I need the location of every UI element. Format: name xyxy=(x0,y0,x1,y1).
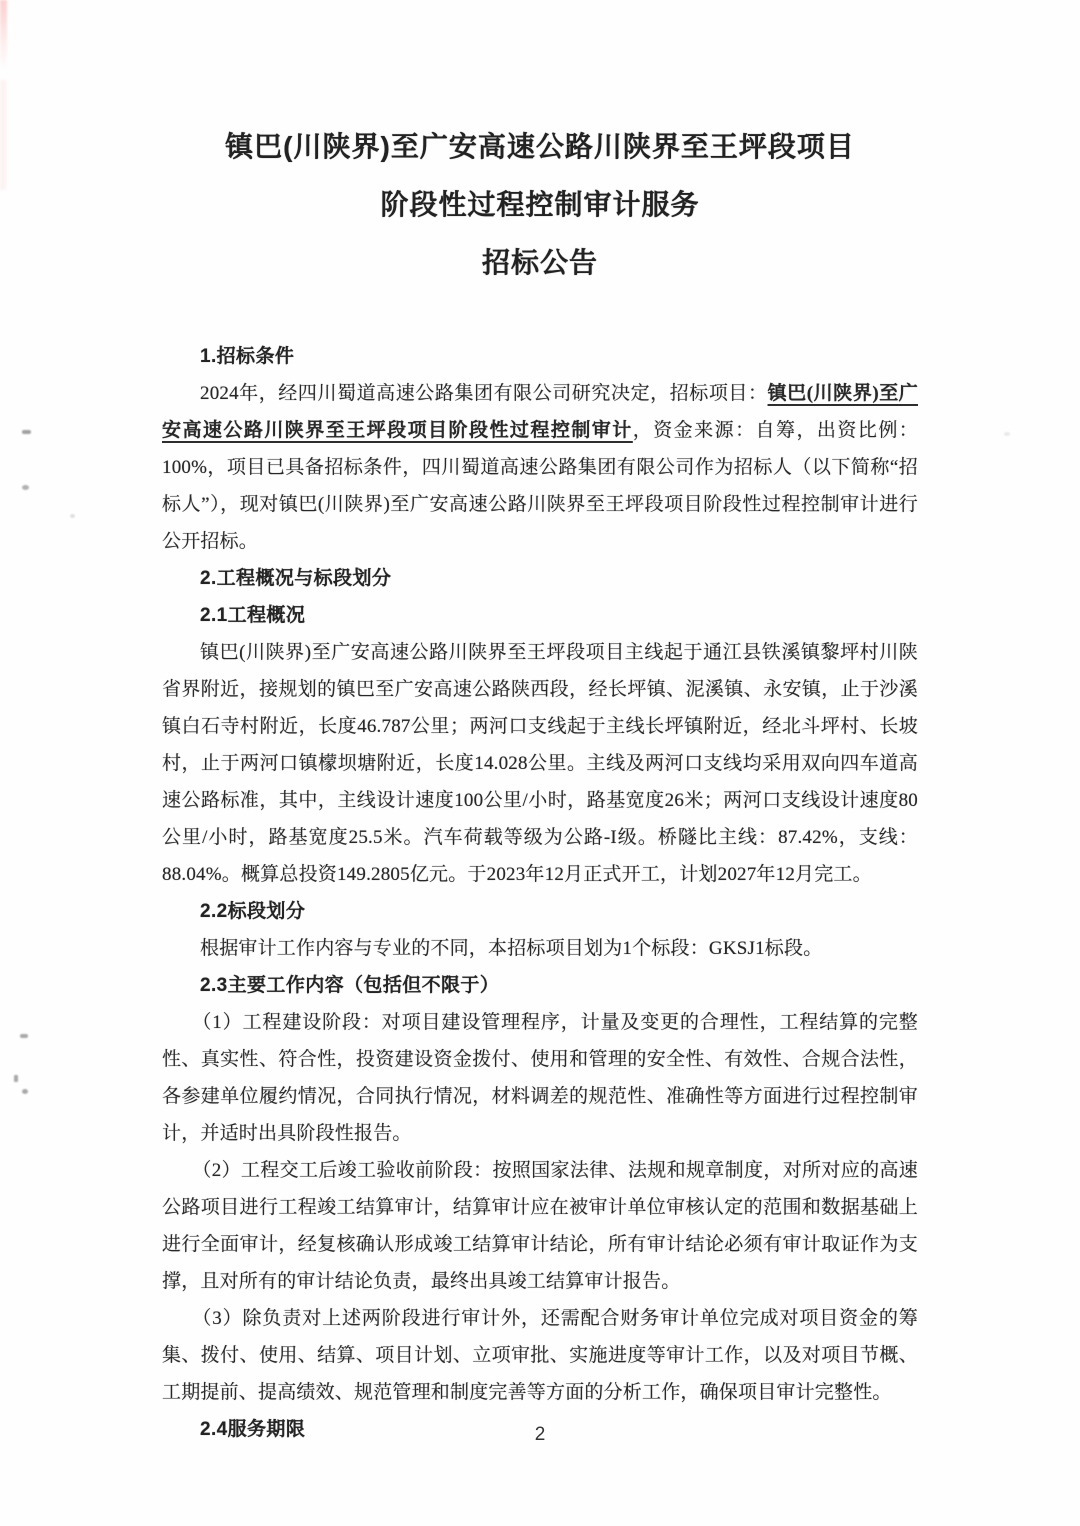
scan-speck xyxy=(70,514,75,518)
para-tender-conditions-post: ，资金来源：自筹，出资比例：100%，项目已具备招标条件，四川蜀道高速公路集团有限公司作为招标人（以下简称“招标人”），现对镇巴(川陕界)至广安高速公路川陕界至王坪段项目阶段性过程控制审计进行公开招标。 xyxy=(162,420,918,552)
document-title-line-1: 镇巴(川陕界)至广安高速公路川陕界至王坪段项目 xyxy=(225,131,855,162)
document-title xyxy=(0,0,1080,292)
scan-speck xyxy=(20,1034,28,1038)
heading-tender-conditions: 1.招标条件 xyxy=(200,346,295,367)
page-number: 2 xyxy=(534,1424,546,1445)
para-section-division: 根据审计工作内容与专业的不同，本招标项目划为1个标段：GKSJ1标段。 xyxy=(200,938,823,959)
heading-project-overview: 2.1工程概况 xyxy=(200,605,306,626)
scan-speck xyxy=(22,1089,28,1094)
para-work-item-2: （2）工程交工后竣工验收前阶段：按照国家法律、法规和规章制度，对所对应的高速公路项目进行工程竣工结算审计，结算审计应在被审计单位审核认定的范围和数据基础上进行全面审计，经复核确认形成竣工结算审计结论，所有审计结论必须有审计取证作为支撑，且对所有的审计结论负责，最终出具竣工结算审计报告。 xyxy=(162,1160,918,1292)
para-project-overview: 镇巴(川陕界)至广安高速公路川陕界至王坪段项目主线起于通江县铁溪镇黎坪村川陕省界附近，接规划的镇巴至广安高速公路陕西段，经长坪镇、泥溪镇、永安镇，止于沙溪镇白石寺村附近，长度46.787公里；两河口支线起于主线长坪镇附近，经北斗坪村、长坡村，止于两河口镇檬坝塘附近，长度14.028公里。主线及两河口支线均采用双向四车道高速公路标准，其中，主线设计速度100公里/小时，路基宽度26米；两河口支线设计速度80公里/小时，路基宽度25.5米。汽车荷载等级为公路-I级。桥隧比主线：87.42%，支线：88.04%。概算总投资149.2805亿元。于2023年12月正式开工，计划2027年12月完工。 xyxy=(162,642,918,885)
para-work-item-1: （1）工程建设阶段：对项目建设管理程序，计量及变更的合理性，工程结算的完整性、真实性、符合性，投资建设资金拨付、使用和管理的安全性、有效性、合规合法性，各参建单位履约情况，合同执行情况，材料调差的规范性、准确性等方面进行过程控制审计，并适时出具阶段性报告。 xyxy=(162,1012,918,1144)
scan-speck xyxy=(22,430,31,434)
scan-speck xyxy=(22,485,29,490)
scan-edge-streak xyxy=(0,0,7,70)
scan-speck xyxy=(14,1075,18,1082)
document-body xyxy=(162,338,918,1448)
para-work-item-3: （3）除负责对上述两阶段进行审计外，还需配合财务审计单位完成对项目资金的筹集、拨付、使用、结算、项目计划、立项审批、实施进度等审计工作，以及对项目节概、工期提前、提高绩效、规范管理和制度完善等方面的分析工作，确保项目审计完整性。 xyxy=(162,1308,918,1403)
heading-main-work-content: 2.3主要工作内容（包括但不限于） xyxy=(200,975,500,996)
scan-speck xyxy=(1004,432,1010,436)
document-title-line-3: 招标公告 xyxy=(481,247,598,278)
heading-project-overview-and-division: 2.工程概况与标段划分 xyxy=(200,568,392,589)
document-title-line-2: 阶段性过程控制审计服务 xyxy=(380,189,700,220)
para-tender-conditions xyxy=(162,375,918,560)
para-tender-conditions-pre: 2024年，经四川蜀道高速公路集团有限公司研究决定，招标项目： xyxy=(200,383,768,404)
tender-project-name-underlined: 镇巴(川陕界)至广安高速公路川陕界至王坪段项目阶段性过程控制审计 xyxy=(162,383,918,441)
scan-edge-streak xyxy=(0,80,6,190)
heading-section-division: 2.2标段划分 xyxy=(200,901,306,922)
heading-service-period: 2.4服务期限 xyxy=(200,1419,306,1440)
